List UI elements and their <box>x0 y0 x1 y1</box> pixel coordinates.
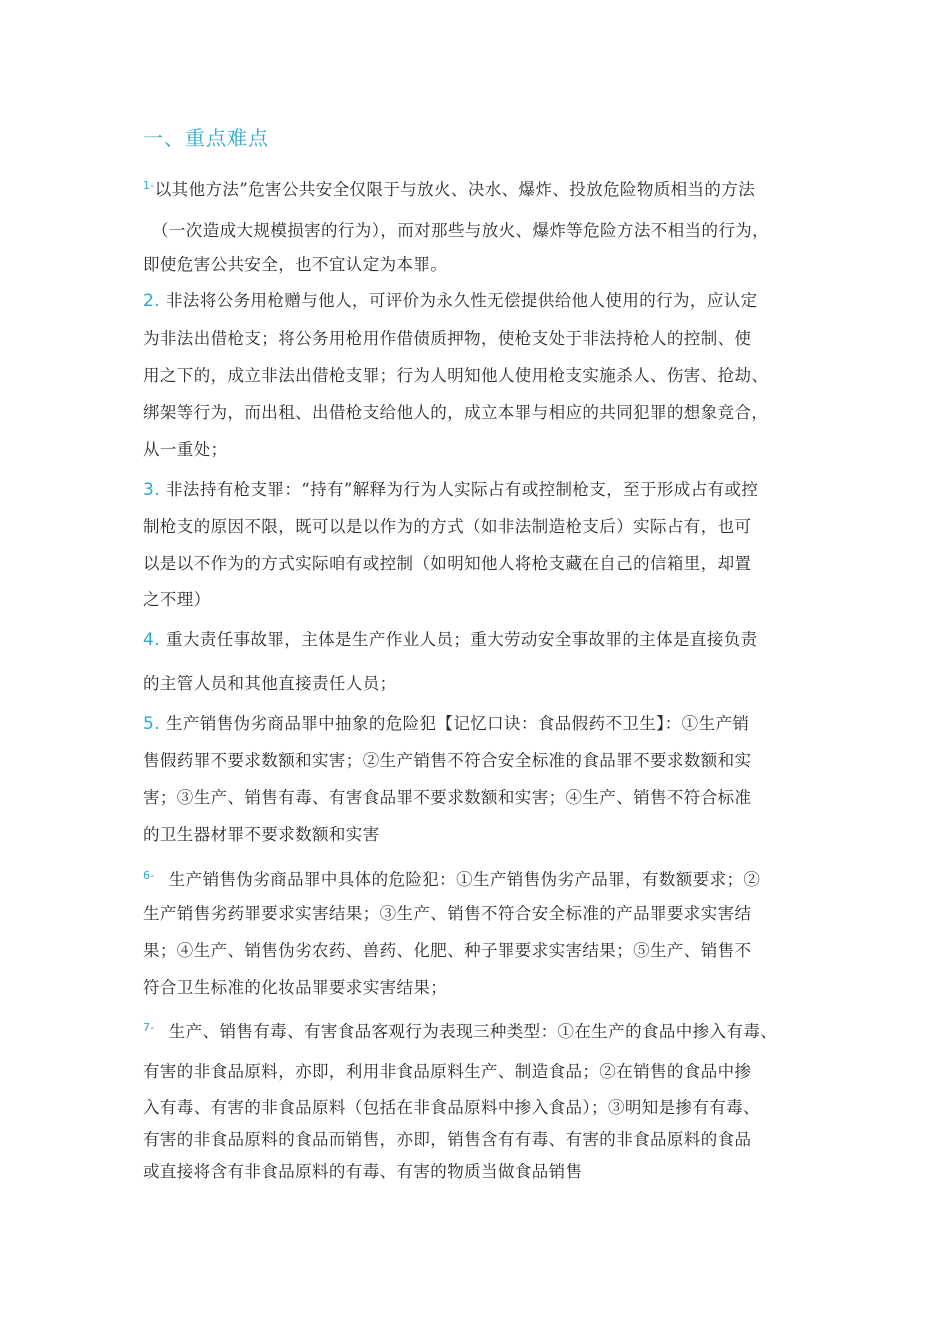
item-6-line-4: 符合卫生标准的化妆品罪要求实害结果； <box>143 978 448 997</box>
item-7-line-1: $^{7-}$ 生产、销售有毒、有害食品客观行为表现三种类型：①在生产的食品中掺入有毒、 <box>143 1021 778 1041</box>
item-5-number: 5. <box>143 714 161 734</box>
item-7-line-5: 或直接将含有非食品原料的有毒、有害的物质当做食品销售 <box>143 1162 583 1181</box>
item-5-line-2: 售假药罪不要求数额和实害；②生产销售不符合安全标准的食品罪不要求数额和实 <box>143 751 752 770</box>
item-7-number: 7- <box>143 1021 155 1034</box>
item-5-line-1: 5. 生产销售伪劣商品罪中抽象的危险犯【记忆口诀：食品假药不卫生】：①生产销 <box>143 714 750 734</box>
item-3-line-4: 之不理） <box>143 590 211 609</box>
item-2-number: 2. <box>143 291 161 311</box>
item-6-line-2: 生产销售劣药罪要求实害结果；③生产、销售不符合安全标准的产品罪要求实害结 <box>143 904 752 923</box>
item-5-line-4: 的卫生器材罪不要求数额和实害 <box>143 825 380 844</box>
item-3-line-2: 制枪支的原因不限，既可以是以作为的方式（如非法制造枪支后）实际占有，也可 <box>143 517 752 536</box>
item-3-line-1: 3. 非法持有枪支罪：“持有”解释为行为人实际占有或控制枪支，至于形成占有或控 <box>143 480 759 500</box>
item-1-line-1: $^{1-}$以其他方法”危害公共安全仅限于与放火、决水、爆炸、投放危险物质相当的方法 <box>143 179 756 199</box>
item-2-line-2: 为非法出借枪支；将公务用枪用作借债质押物，使枪支处于非法持枪人的控制、使 <box>143 329 752 348</box>
section-title: 一、重点难点 <box>143 126 269 150</box>
item-7-line-2: 有害的非食品原料，亦即，利用非食品原料生产、制造食品；②在销售的食品中掺 <box>143 1062 752 1081</box>
item-6-number: 6- <box>143 869 155 882</box>
item-1-line-2: （一次造成大规模损害的行为），而对那些与放火、爆炸等危险方法不相当的行为， <box>152 221 770 240</box>
item-6-line-1: $^{6-}$ 生产销售伪劣商品罪中具体的危险犯：①生产销售伪劣产品罪，有数额要求；② <box>143 869 761 889</box>
item-3-number: 3. <box>143 480 161 500</box>
item-1-number: 1- <box>143 179 155 192</box>
item-7-line-4: 有害的非食品原料的食品而销售，亦即，销售含有有毒、有害的非食品原料的食品 <box>143 1130 752 1149</box>
item-6-line-3: 果；④生产、销售伪劣农药、兽药、化肥、种子罪要求实害结果；⑤生产、销售不 <box>143 941 752 960</box>
item-2-line-4: 绑架等行为，而出租、出借枪支给他人的，成立本罪与相应的共同犯罪的想象竞合， <box>143 403 769 422</box>
item-4-line-1: 4. 重大责任事故罪，主体是生产作业人员；重大劳动安全事故罪的主体是直接负责 <box>143 630 758 650</box>
item-4-line-2: 的主管人员和其他直接责任人员； <box>143 674 397 693</box>
item-1-line-3: 即使危害公共安全，也不宜认定为本罪。 <box>143 255 448 274</box>
item-5-line-3: 害；③生产、销售有毒、有害食品罪不要求数额和实害；④生产、销售不符合标准 <box>143 788 752 807</box>
item-2-line-1: 2. 非法将公务用枪赠与他人，可评价为永久性无偿提供给他人使用的行为，应认定 <box>143 291 758 311</box>
item-2-line-3: 用之下的，成立非法出借枪支罪；行为人明知他人使用枪支实施杀人、伤害、抢劫、 <box>143 366 769 385</box>
item-4-number: 4. <box>143 630 161 650</box>
item-3-line-3: 以是以不作为的方式实际咱有或控制（如明知他人将枪支藏在自己的信箱里，却置 <box>143 554 752 573</box>
item-7-line-3: 入有毒、有害的非食品原料（包括在非食品原料中掺入食品）；③明知是掺有有毒、 <box>143 1098 761 1117</box>
item-2-line-5: 从一重处； <box>143 440 228 459</box>
